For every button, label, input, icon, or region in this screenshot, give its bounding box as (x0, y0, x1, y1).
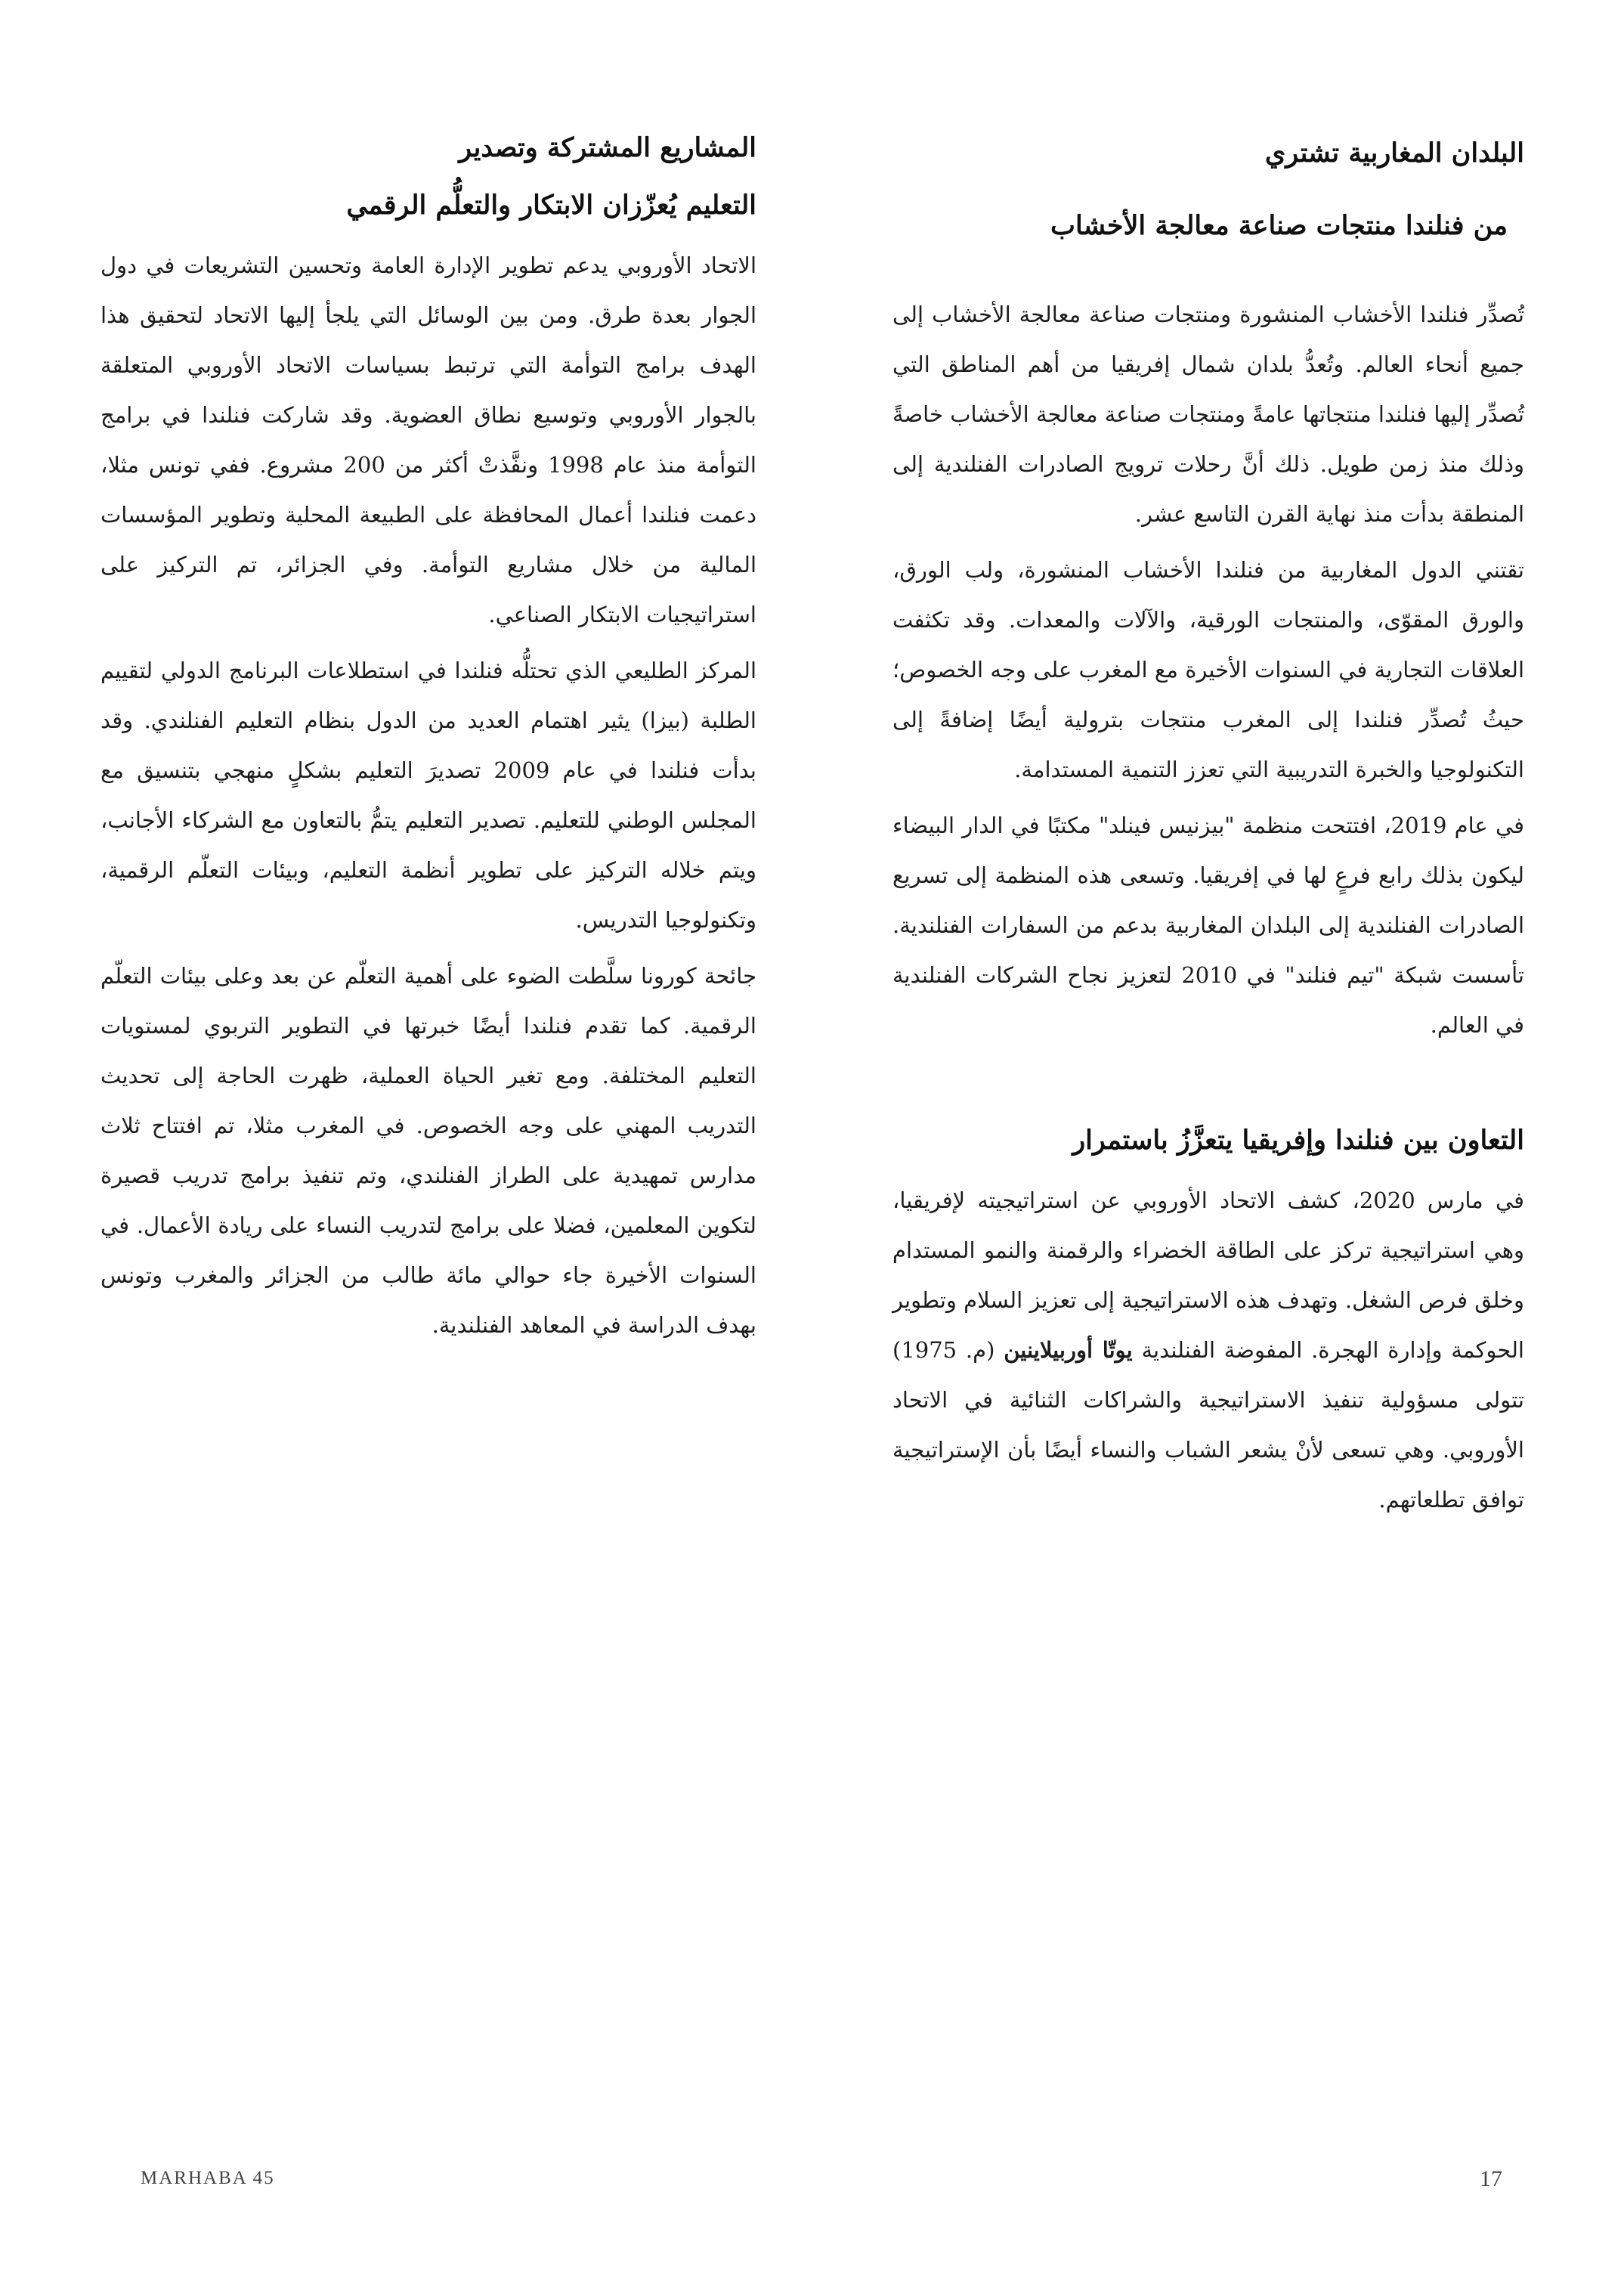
page-number: 17 (1480, 2166, 1502, 2191)
heading-line: من فنلندا منتجات صناعة معالجة الأخشاب (1050, 210, 1508, 241)
heading-line: التعاون بين فنلندا وإفريقيا يتعزَّزُ باستمرار (1072, 1125, 1524, 1156)
heading-line: التعليم يُعزّزان الابتكار والتعلُّم الرقمي (346, 190, 756, 221)
section-heading-cooperation (892, 1119, 1524, 1162)
heading-line: المشاريع المشتركة وتصدير (459, 132, 756, 163)
commissioner-name: يوتّا أوربيلاينين (1004, 1337, 1133, 1363)
right-column (892, 132, 1524, 1531)
paragraph: تُصدِّر فنلندا الأخشاب المنشورة ومنتجات صناعة معالجة الأخشاب إلى جميع أنحاء العالم. وتُعدُّ بلدان شمال إفريقيا من أهم المناطق التي تُصدِّر إليها فنلندا منتجاتها عامةً ومنتجات صناعة معالجة الأخشاب خاصةً وذلك منذ زمن طويل. ذلك أنَّ رحلات ترويج الصادرات الفنلندية إلى المنطقة بدأت منذ نهاية القرن التاسع عشر. (892, 302, 1524, 527)
paragraph: المركز الطليعي الذي تحتلُّه فنلندا في استطلاعات البرنامج الدولي لتقييم الطلبة (بيزا) يثير اهتمام العديد من الدول بنظام التعليم الفنلندي. وقد بدأت فنلندا في عام 2009 تصديرَ التعليم بشكلٍ منهجي بتنسيق مع المجلس الوطني للتعليم. تصدير التعليم يتمُّ بالتعاون مع الشركاء الأجانب، ويتم خلاله التركيز على تطوير أنظمة التعليم، وبيئات التعلّم الرقمية، وتكنولوجيا التدريس. (101, 658, 757, 933)
paragraph: الاتحاد الأوروبي يدعم تطوير الإدارة العامة وتحسين التشريعات في دول الجوار بعدة طرق. ومن بين الوسائل التي يلجأ إليها الاتحاد لتحقيق هذا الهدف برامج التوأمة التي ترتبط بسياسات الاتحاد الأوروبي المتعلقة بالجوار الأوروبي وتوسيع نطاق العضوية. وقد شاركت فنلندا في برامج التوأمة منذ عام 1998 ونفَّذتْ أكثر من 200 مشروع. ففي تونس مثلا، دعمت فنلندا أعمال المحافظة على الطبيعة المحلية وتطوير المؤسسات المالية من خلال مشاريع التوأمة. وفي الجزائر، تم التركيز على استراتيجيات الابتكار الصناعي. (101, 252, 756, 627)
paragraph: تقتني الدول المغاربية من فنلندا الأخشاب المنشورة، ولب الورق، والورق المقوّى، والمنتجات الورقية، والآلات والمعدات. وقد تكثفت العلاقات التجارية في السنوات الأخيرة مع المغرب على وجه الخصوص؛ حيثُ تُصدِّر فنلندا إلى المغرب منتجات بترولية أيضًا إضافةً إلى التكنولوجيا والخبرة التدريبية التي تعزز التنمية المستدامة. (892, 557, 1524, 782)
paragraph (892, 1175, 1524, 1525)
paragraph-text: في مارس 2020، كشف الاتحاد الأوروبي عن استراتيجيته لإفريقيا، وهي استراتيجية تركز على الطاقة الخضراء والرقمنة والنمو المستدام وخلق فرص الشغل. وتهدف هذه الاستراتيجية إلى تعزيز السلام وتطوير الحوكمة وإدارة الهجرة. المفوضة الفنلندية (892, 1187, 1524, 1363)
paragraph: في عام 2019، افتتحت منظمة "بيزنيس فينلد" مكتبًا في الدار البيضاء ليكون بذلك رابع فرعٍ لها في إفريقيا. وتسعى هذه المنظمة إلى تسريع الصادرات الفنلندية إلى البلدان المغاربية بدعم من السفارات الفنلندية. تأسست شبكة "تيم فنلند" في 2010 لتعزيز نجاح الشركات الفنلندية في العالم. (892, 813, 1525, 1038)
heading-line: البلدان المغاربية تشتري (1264, 138, 1524, 169)
paragraph: جائحة كورونا سلَّطت الضوء على أهمية التعلّم عن بعد وعلى بيئات التعلّم الرقمية. كما تقدم فنلندا أيضًا خبرتها في التطوير التربوي لمستويات التعليم المختلفة. ومع تغير الحياة العملية، ظهرت الحاجة إلى تحديث التدريب المهني على وجه الخصوص. في المغرب مثلا، تم افتتاح ثلاث مدارس تمهيدية على الطراز الفنلندي، وتم تنفيذ برامج تدريب قصيرة لتكوين المعلمين، فضلا على برامج لتدريب النساء على ريادة الأعمال. في السنوات الأخيرة جاء حوالي مائة طالب من الجزائر والمغرب وتونس بهدف الدراسة في المعاهد الفنلندية. (101, 963, 756, 1338)
section-heading-exports (892, 132, 1524, 247)
paragraph-text: (م. 1975) تتولى مسؤولية تنفيذ الاستراتيجية والشراكات الثنائية في الاتحاد الأوروبي. وهي تسعى لأنْ يشعر الشباب والنساء أيضًا بأن الإستراتيجية توافق تطلعاتهم. (892, 1337, 1524, 1512)
publication-name: MARHABA 45 (141, 2168, 275, 2188)
section-heading-education (101, 127, 756, 227)
left-column (101, 127, 756, 1356)
